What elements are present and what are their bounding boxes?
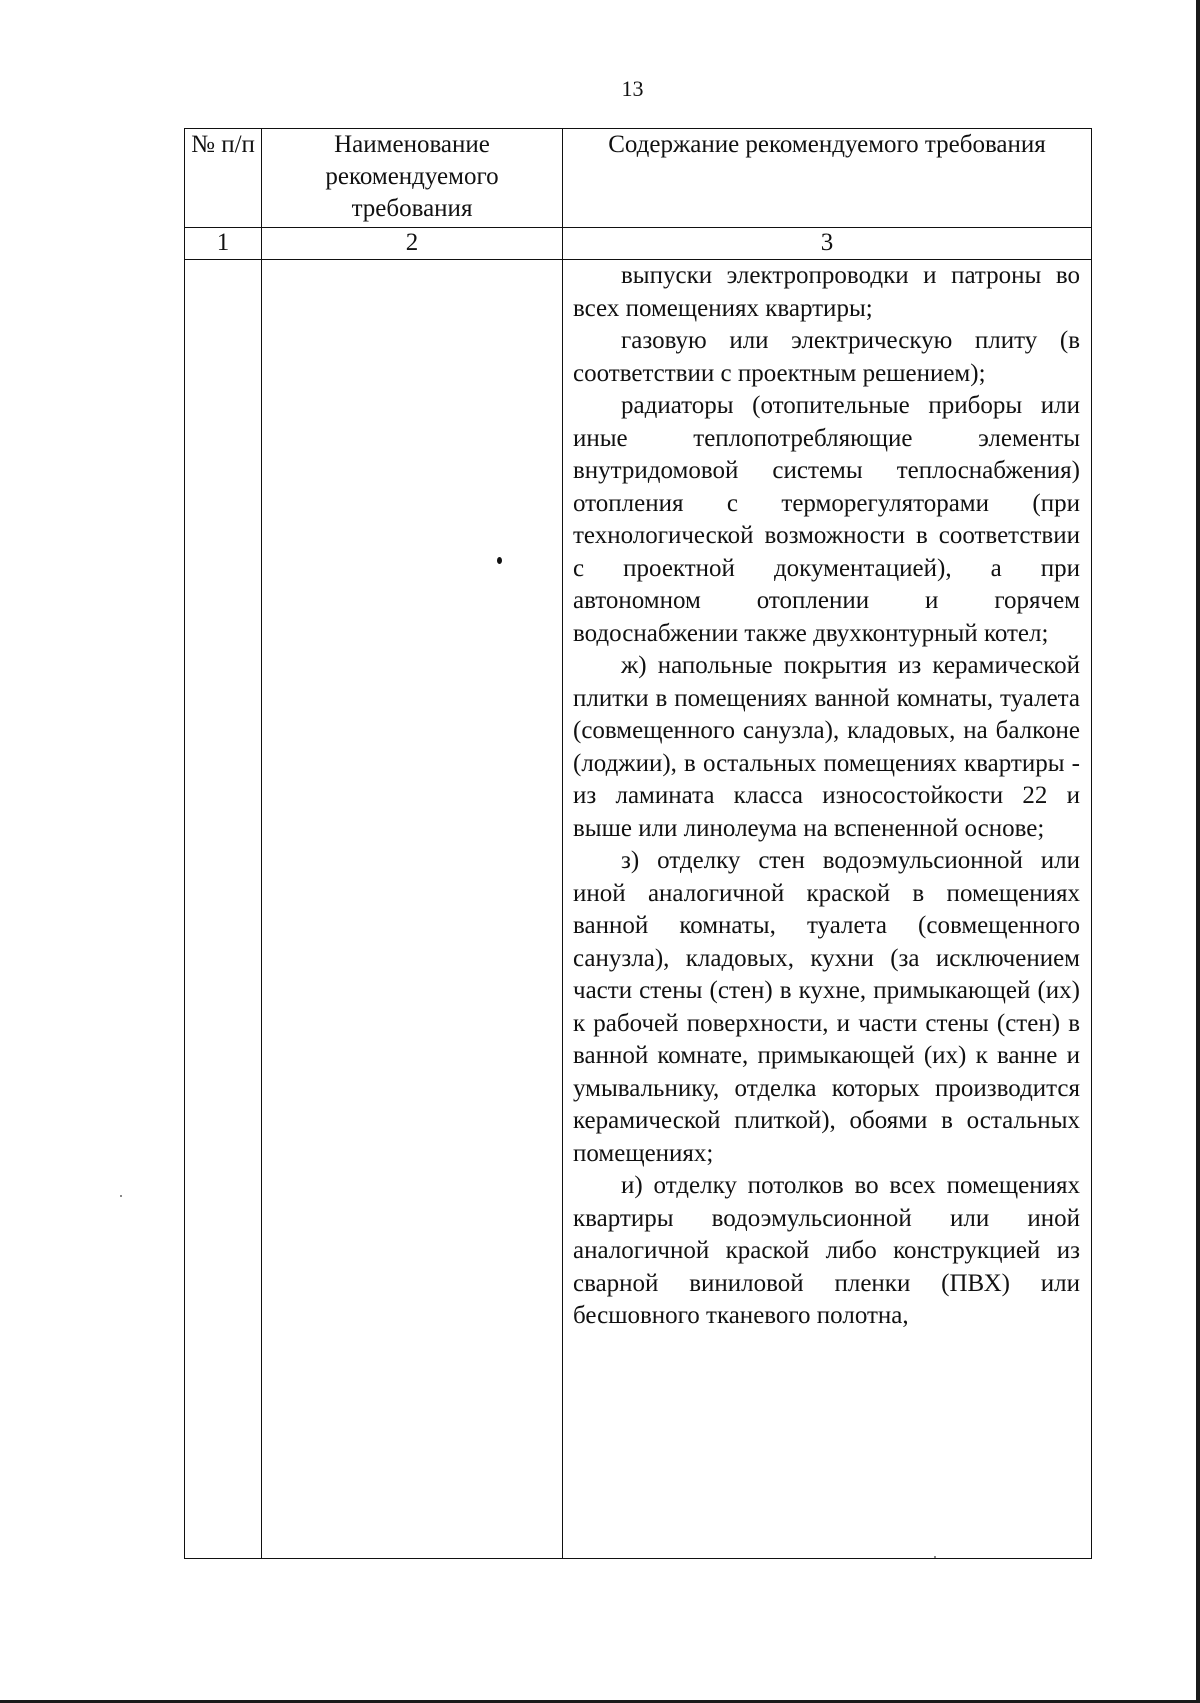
content-paragraph: з) отделку стен водоэмульсионной или иной аналогичной краской в помещениях ванной комнаты, туалета (совмещенного санузла), кладовых, кухни (за исключением части стены (стен) в кухне, примыкающей (их) к рабочей поверхности, и части стены (стен) в ванной комнате, примыкающей (их) к ванне и умывальнику, отделка которых производится керамической плиткой), обоями в остальных помещениях; (573, 847, 1080, 1167)
header-number: № п/п (185, 129, 262, 228)
content-paragraph: и) отделку потолков во всех помещениях квартиры водоэмульсионной или иной аналогичной краской либо конструкцией из сварной виниловой пленки (ПВХ) или бесшовного тканевого полотна, (573, 1172, 1080, 1329)
scan-speck (120, 1195, 122, 1197)
table-row (185, 260, 1092, 1559)
header-requirement-content: Содержание рекомендуемого требования (563, 129, 1092, 228)
column-number-row (185, 228, 1092, 260)
table-header-row (185, 129, 1092, 228)
column-number: 1 (185, 228, 262, 260)
content-paragraph: газовую или электрическую плиту (в соответствии с проектным решением); (573, 327, 1080, 387)
header-requirement-name: Наименование рекомендуемого требования (262, 129, 563, 228)
column-number: 2 (262, 228, 563, 260)
content-paragraph: выпуски электропроводки и патроны во всех помещениях квартиры; (573, 262, 1080, 322)
scan-artifact-dot (497, 557, 502, 564)
scan-edge-right (1196, 0, 1200, 1703)
row-number-cell (185, 260, 262, 1559)
column-number: 3 (563, 228, 1092, 260)
page-number: 13 (621, 76, 644, 101)
scan-speck (934, 1556, 936, 1558)
content-paragraph: радиаторы (отопительные приборы или иные теплопотребляющие элементы внутридомовой системы теплоснабжения) отопления с терморегуляторами (при технологической возможности в соответствии с проектной документацией), а при автономном отоплении и горячем водоснабжении также двухконтурный котел; (573, 392, 1080, 647)
requirements-table (184, 128, 1092, 1559)
row-name-cell (262, 260, 563, 1559)
row-content-cell (563, 260, 1092, 1559)
content-paragraph: ж) напольные покрытия из керамической плитки в помещениях ванной комнаты, туалета (совмещенного санузла), кладовых, на балконе (лоджии), в остальных помещениях квартиры - из ламината класса износостойкости 22 и выше или линолеума на вспененной основе; (573, 652, 1080, 842)
